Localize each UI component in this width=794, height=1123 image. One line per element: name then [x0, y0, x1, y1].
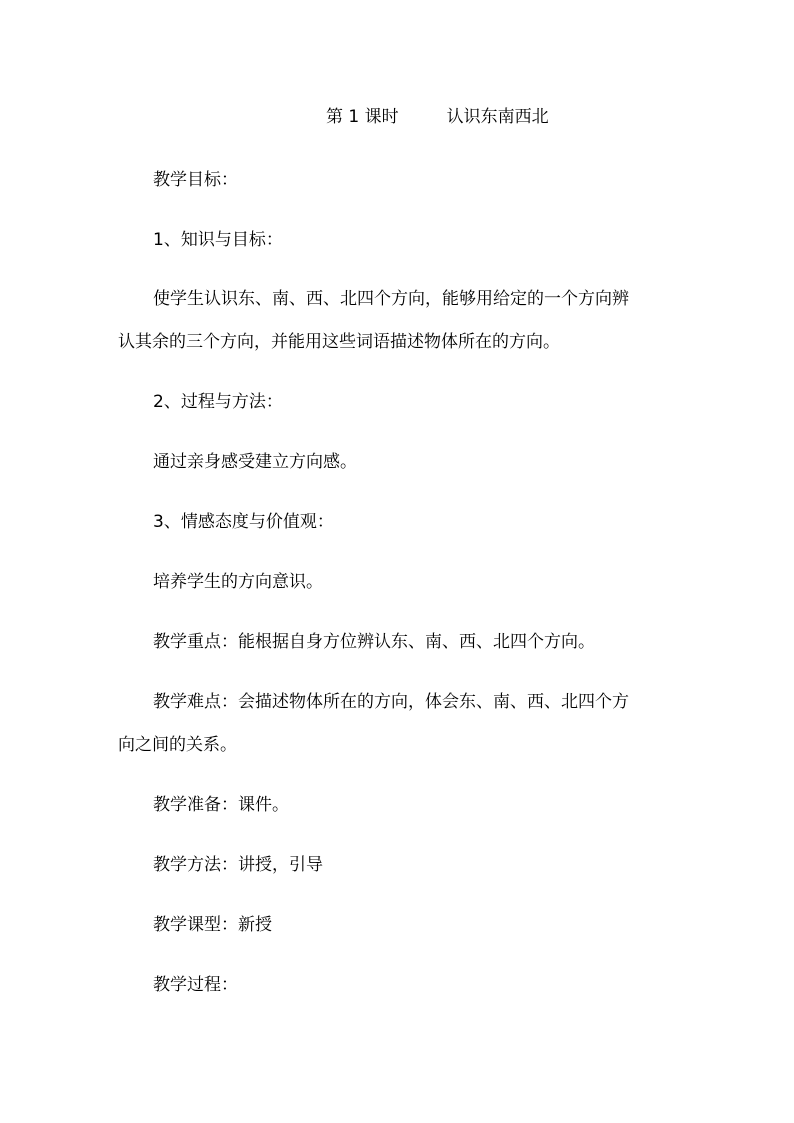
difficulty-line-1: 教学难点：会描述物体所在的方向，体会东、南、西、北四个方	[153, 692, 629, 712]
lesson-topic: 认识东南西北	[446, 107, 549, 127]
emotion-text: 培养学生的方向意识。	[153, 572, 323, 592]
lesson-type: 教学课型：新授	[153, 915, 272, 935]
process-text: 通过亲身感受建立方向感。	[153, 452, 357, 472]
process-heading: 2、过程与方法：	[153, 392, 283, 412]
objectives-heading: 教学目标：	[153, 170, 238, 190]
teaching-preparation: 教学准备：课件。	[153, 795, 289, 815]
page-title	[326, 105, 549, 129]
lesson-number: 第 1 课时	[326, 107, 399, 127]
teaching-method: 教学方法：讲授，引导	[153, 855, 323, 875]
knowledge-text-line-1: 使学生认识东、南、西、北四个方向，能够用给定的一个方向辨	[153, 289, 629, 309]
emotion-heading: 3、情感态度与价值观：	[153, 512, 334, 532]
knowledge-heading: 1、知识与目标：	[153, 230, 283, 250]
key-point: 教学重点：能根据自身方位辨认东、南、西、北四个方向。	[153, 632, 595, 652]
knowledge-text-line-2: 认其余的三个方向，并能用这些词语描述物体所在的方向。	[118, 332, 560, 352]
difficulty-line-2: 向之间的关系。	[118, 735, 237, 755]
procedure-heading: 教学过程：	[153, 975, 238, 995]
